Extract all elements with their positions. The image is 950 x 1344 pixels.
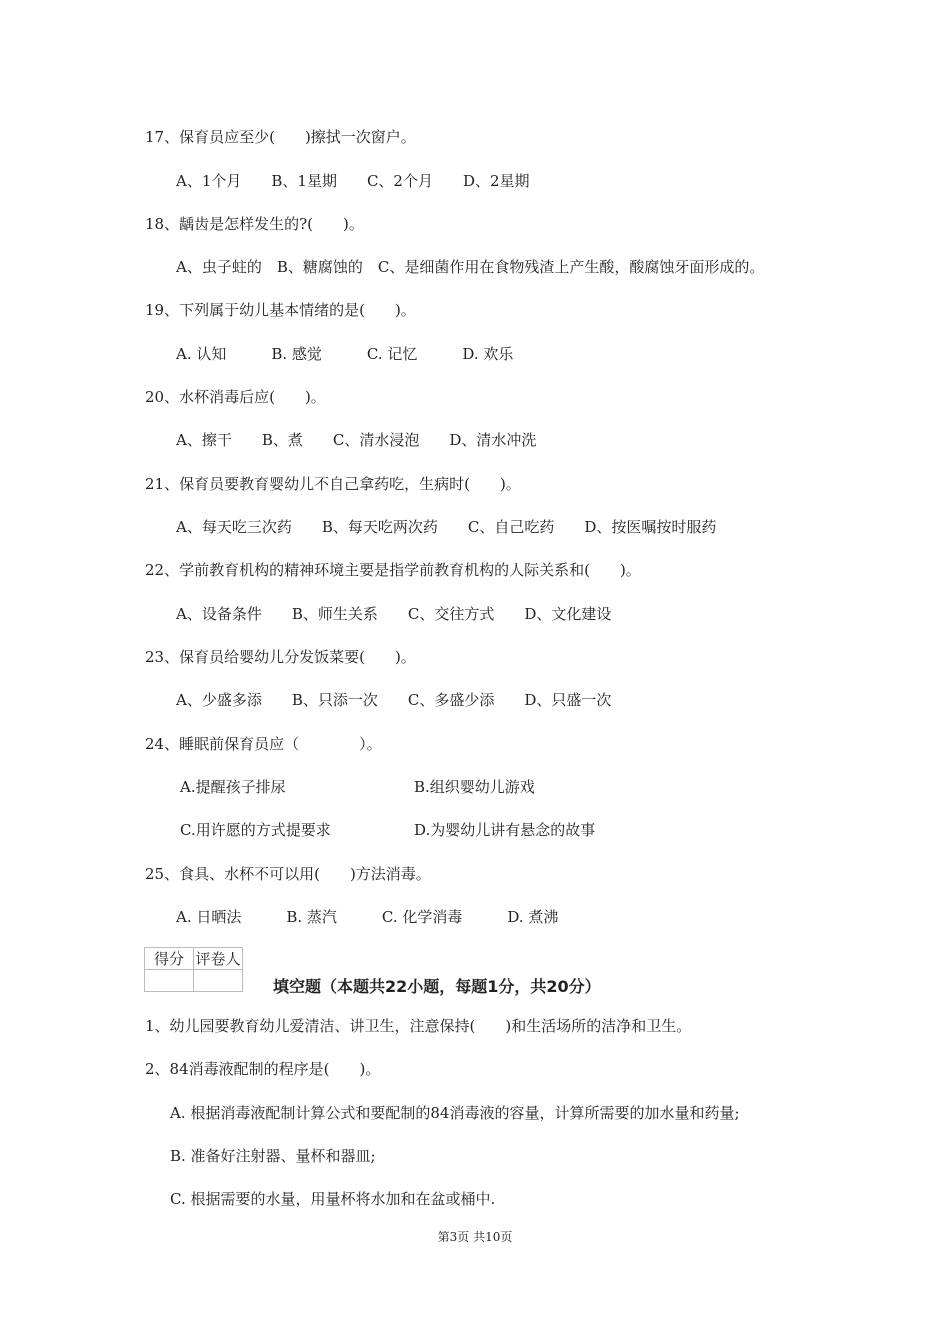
question-25: 25、食具、水杯不可以用( )方法消毒。 — [145, 865, 431, 883]
section-title: 填空题（本题共22小题，每题1分，共20分） — [273, 977, 601, 996]
grader-cell — [194, 970, 243, 992]
question-24-option-c: C.用许愿的方式提要求 — [180, 821, 331, 839]
question-18: 18、龋齿是怎样发生的?( )。 — [145, 215, 364, 233]
question-24-option-b: B.组织婴幼儿游戏 — [414, 778, 535, 796]
question-23: 23、保育员给婴幼儿分发饭菜要( )。 — [145, 648, 416, 666]
question-21: 21、保育员要教育婴幼儿不自己拿药吃，生病时( )。 — [145, 475, 521, 493]
question-17-options: A、1个月 B、1星期 C、2个月 D、2星期 — [176, 172, 530, 190]
question-23-options: A、少盛多添 B、只添一次 C、多盛少添 D、只盛一次 — [176, 691, 612, 709]
fill-question-2-step-c: C. 根据需要的水量，用量杯将水加和在盆或桶中. — [170, 1190, 496, 1208]
question-21-options: A、每天吃三次药 B、每天吃两次药 C、自己吃药 D、按医嘱按时服药 — [176, 518, 717, 536]
question-25-options: A. 日晒法 B. 蒸汽 C. 化学消毒 D. 煮沸 — [176, 908, 559, 926]
question-22-options: A、设备条件 B、师生关系 C、交往方式 D、文化建设 — [176, 605, 612, 623]
question-19-options: A. 认知 B. 感觉 C. 记忆 D. 欢乐 — [176, 345, 514, 363]
question-24-option-d: D.为婴幼儿讲有悬念的故事 — [414, 821, 596, 839]
page-footer: 第3页 共10页 — [437, 1230, 513, 1244]
question-18-options: A、虫子蛀的 B、糖腐蚀的 C、是细菌作用在食物残渣上产生酸，酸腐蚀牙面形成的。 — [176, 258, 765, 276]
fill-question-1: 1、幼儿园要教育幼儿爱清洁、讲卫生，注意保持( )和生活场所的洁净和卫生。 — [145, 1017, 692, 1035]
question-20: 20、水杯消毒后应( )。 — [145, 388, 326, 406]
score-box — [144, 947, 243, 992]
fill-question-2-step-b: B. 准备好注射器、量杯和器皿; — [170, 1147, 376, 1165]
fill-question-2: 2、84消毒液配制的程序是( )。 — [145, 1060, 381, 1078]
fill-question-2-step-a: A. 根据消毒液配制计算公式和要配制的84消毒液的容量，计算所需要的加水量和药量; — [170, 1104, 740, 1122]
question-19: 19、下列属于幼儿基本情绪的是( )。 — [145, 301, 416, 319]
question-20-options: A、擦干 B、煮 C、清水浸泡 D、清水冲洗 — [176, 431, 537, 449]
question-22: 22、学前教育机构的精神环境主要是指学前教育机构的人际关系和( )。 — [145, 561, 641, 579]
question-24-option-a: A.提醒孩子排尿 — [180, 778, 286, 796]
score-cell — [145, 970, 194, 992]
question-24: 24、睡眠前保育员应（ ）。 — [145, 735, 382, 753]
question-17: 17、保育员应至少( )擦拭一次窗户。 — [145, 128, 416, 146]
grader-label: 评卷人 — [194, 948, 243, 970]
score-label: 得分 — [145, 948, 194, 970]
